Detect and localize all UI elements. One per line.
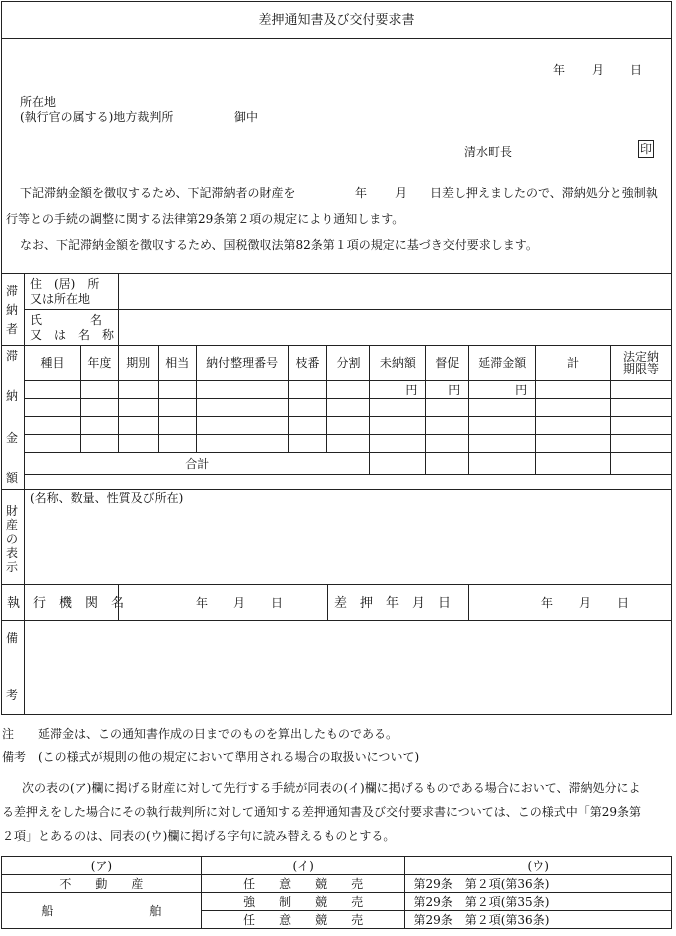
execution-col-line-3 — [468, 584, 469, 620]
body-p1-b: 日差し押えましたので、滞納処分と強制執 — [430, 186, 658, 200]
header-period: 期別 — [118, 346, 158, 381]
amount-cell — [80, 381, 118, 399]
sender-name: 清水町長 — [464, 145, 513, 159]
execution-day: 日 — [271, 596, 284, 610]
execution-agency-label: 執 行 機 関 名 — [7, 596, 125, 611]
address-label-1: 住 (居) 所 — [30, 277, 100, 291]
header-c: (ウ) — [405, 857, 672, 875]
header-b: (イ) — [201, 857, 405, 875]
amount-cell — [25, 381, 81, 399]
amount-cell — [327, 381, 370, 399]
addressee-honorific: 御中 — [234, 110, 259, 124]
footer-paragraph-3: ２項」とあるのは、同表の(ウ)欄に掲げる字句に読み替えるものとする。 — [2, 829, 396, 843]
unpaid-yen-unit: 円 — [370, 381, 426, 399]
row-procedure: 任 意 競 売 — [201, 875, 405, 893]
property-label-2: 産 — [5, 518, 18, 532]
header-payment-number: 納付整理番号 — [196, 346, 288, 381]
footer-note-label: 注 — [2, 727, 15, 741]
reminder-yen-unit: 円 — [426, 381, 469, 399]
addressee-location: 所在地 — [20, 95, 57, 109]
delinquent-label-3: 者 — [5, 322, 18, 336]
total-cell — [469, 453, 536, 475]
remarks-top-line — [1, 620, 672, 621]
header-unpaid: 未納額 — [370, 346, 426, 381]
execution-col-line-2 — [327, 584, 328, 620]
seizure-date-label: 差 押 年 月 日 — [334, 596, 452, 611]
name-label-1: 氏 名 — [30, 313, 103, 327]
title-divider — [1, 38, 672, 39]
total-cell — [426, 453, 469, 475]
amount-label-3: 金 — [5, 431, 18, 445]
header-late-fee: 延滞金額 — [469, 346, 536, 381]
amount-row — [25, 417, 672, 435]
property-top-line — [1, 489, 672, 490]
seizure-month: 月 — [579, 596, 592, 610]
property-description-note: (名称、数量、性質及び所在) — [30, 491, 184, 505]
amount-row — [25, 399, 672, 417]
table-row — [2, 875, 672, 893]
header-equivalent: 相当 — [158, 346, 196, 381]
delinquent-label-1: 滞 — [5, 284, 18, 298]
footer-note-text: 延滞金は、この通知書作成の日までのものを算出したものである。 — [38, 727, 399, 741]
date-day: 日 — [630, 63, 643, 77]
body-p1-a: 下記滞納金額を徴収するため、下記滞納者の財産を — [20, 186, 296, 200]
seal-mark: 印 — [639, 142, 652, 156]
body-p1-c: 行等との手続の調整に関する法律第29条第２項の規定により通知します。 — [6, 212, 405, 226]
amount-cell — [288, 381, 327, 399]
seizure-day: 日 — [617, 596, 630, 610]
seizure-year: 年 — [541, 596, 554, 610]
header-item: 種目 — [25, 346, 81, 381]
row-procedure: 任 意 競 売 — [201, 911, 405, 929]
row-clause: 第29条 第２項(第35条) — [405, 893, 672, 911]
header-due-date — [611, 346, 672, 381]
table-row — [2, 893, 672, 911]
total-cell — [536, 453, 611, 475]
amount-cell — [118, 381, 158, 399]
delinquent-top-line — [1, 273, 672, 274]
amount-table — [24, 345, 672, 475]
body-p2: なお、下記滞納金額を徴収するため、国税徴収法第82条第１項の規定に基づき交付要求します。 — [20, 238, 538, 252]
addressee-court: (執行官の属する)地方裁判所 — [20, 110, 174, 124]
amount-row — [25, 435, 672, 453]
execution-col-line-1 — [118, 584, 119, 620]
header-due-date-1: 法定納 — [623, 350, 660, 364]
row-procedure: 強 制 競 売 — [201, 893, 405, 911]
header-year: 年度 — [80, 346, 118, 381]
header-reminder: 督促 — [426, 346, 469, 381]
remarks-label-2: 考 — [5, 688, 18, 702]
total-cell — [370, 453, 426, 475]
footer-remark-text: (この様式が規則の他の規定において準用される場合の取扱いについて) — [38, 750, 420, 764]
header-total: 計 — [536, 346, 611, 381]
property-label-3: の — [5, 532, 18, 546]
header-due-date-2: 期限等 — [623, 362, 660, 376]
form-title: 差押通知書及び交付要求書 — [258, 13, 415, 28]
header-branch-number: 枝番 — [288, 346, 327, 381]
amount-label-2: 納 — [5, 389, 18, 403]
header-a: (ア) — [2, 857, 202, 875]
late-fee-yen-unit: 円 — [469, 381, 536, 399]
amount-label-1: 滞 — [5, 349, 18, 363]
amount-label-4: 額 — [5, 471, 18, 485]
footer-paragraph-2: る差押えをした場合にその執行裁判所に対して通知する差押通知書及び交付要求書については、この様式中「第29条第 — [2, 805, 642, 819]
row-clause: 第29条 第２項(第36条) — [405, 875, 672, 893]
amount-cell — [158, 381, 196, 399]
footer-remark-label: 備考 — [2, 750, 27, 764]
total-label: 合計 — [25, 453, 370, 475]
total-cell — [611, 453, 672, 475]
body-p1-month: 月 — [395, 186, 408, 200]
delinquent-mid-line — [24, 309, 672, 310]
date-year: 年 — [553, 63, 566, 77]
execution-month: 月 — [233, 596, 246, 610]
footer-paragraph-1: 次の表の(ア)欄に掲げる財産に対して先行する手続が同表の(イ)欄に掲げるものである場合において、滞納処分によ — [22, 781, 641, 795]
delinquent-label-2: 納 — [5, 303, 18, 317]
execution-year: 年 — [196, 596, 209, 610]
row-clause: 第29条 第２項(第36条) — [405, 911, 672, 929]
amount-cell — [611, 381, 672, 399]
name-label-2: 又 は 名 称 — [30, 328, 115, 342]
row-property: 船 舶 — [2, 893, 202, 929]
address-label-2: 又は所在地 — [30, 292, 91, 306]
substitution-table — [1, 856, 672, 929]
header-installment: 分割 — [327, 346, 370, 381]
amount-cell — [536, 381, 611, 399]
date-month: 月 — [592, 63, 605, 77]
execution-top-line — [1, 584, 672, 585]
body-p1-year: 年 — [355, 186, 368, 200]
left-label-column-line — [24, 273, 25, 715]
amount-cell — [196, 381, 288, 399]
property-label-5: 示 — [5, 560, 18, 574]
property-label-4: 表 — [5, 546, 18, 560]
remarks-label-1: 備 — [5, 631, 18, 645]
property-label-1: 財 — [5, 504, 18, 518]
row-property: 不 動 産 — [2, 875, 202, 893]
